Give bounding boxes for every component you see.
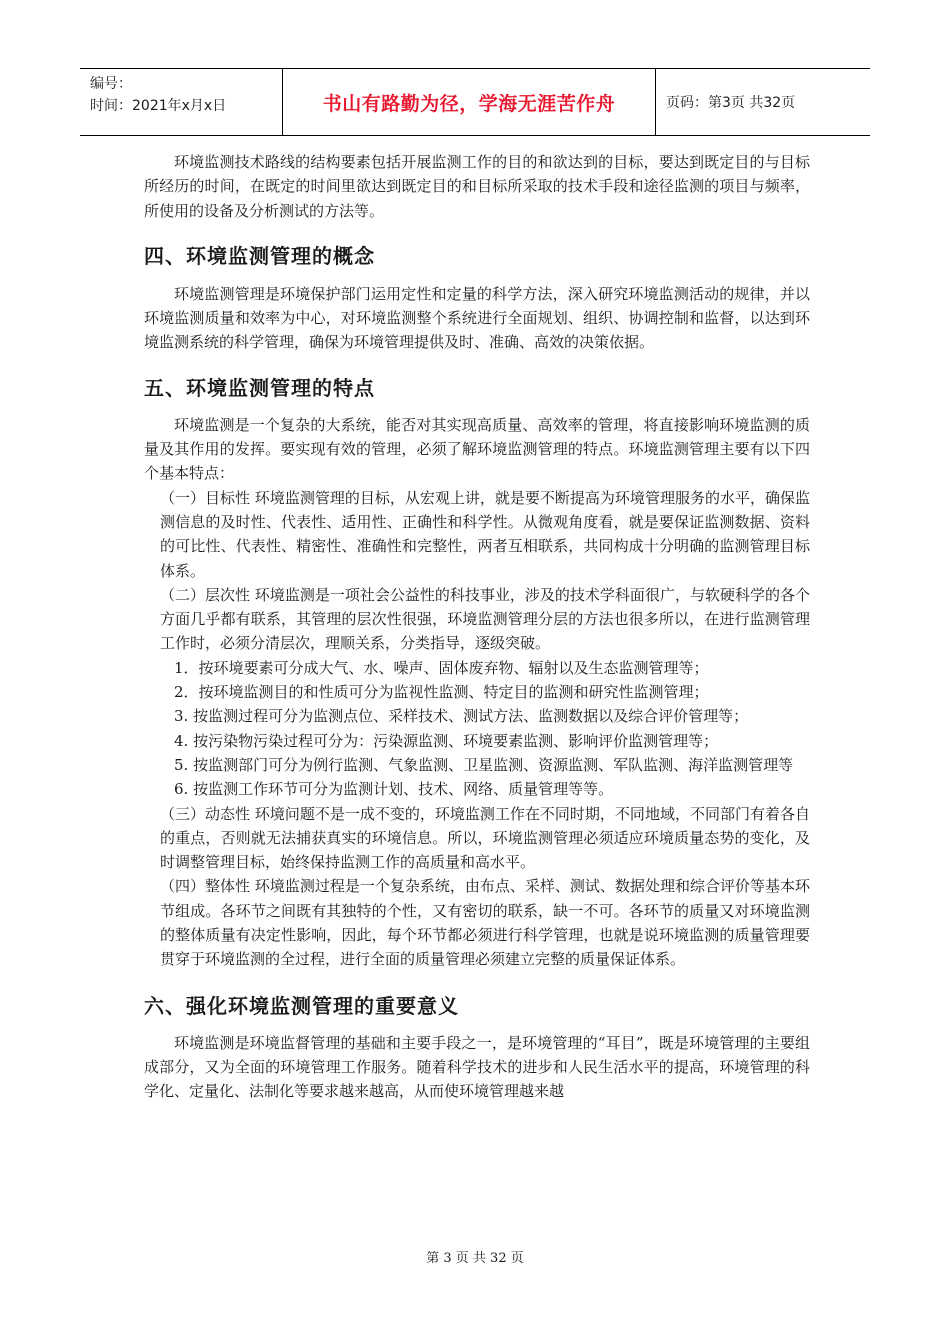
point-goal: （一）目标性 环境监测管理的目标，从宏观上讲，就是要不断提高为环境管理服务的水平，确保监测信息的及时性、代表性、适用性、正确性和科学性。从微观角度看，就是要保证监测数据、资料的可比性、代表性、精密性、准确性和完整性，两者互相联系，共同构成十分明确的监测管理目标体系。 — [160, 488, 810, 580]
list-item: 1．按环境要素可分成大气、水、噪声、固体废弃物、辐射以及生态监测管理等； — [174, 658, 709, 677]
list-item: 3. 按监测过程可分为监测点位、采样技术、测试方法、监测数据以及综合评价管理等； — [174, 707, 749, 726]
header-motto: 书山有路勤为径，学海无涯苦作舟 — [283, 69, 656, 135]
point-integrity: （四）整体性 环境监测过程是一个复杂系统，由布点、采样、测试、数据处理和综合评价等基本环节组成。各环节之间既有其独特的个性，又有密切的联系，缺一不可。各环节的质量又对环境监测的整体质量有决定性影响，因此，每个环节都必须进行科学管理，也就是说环境监测的质量管理要贯穿于环境监测的全过程，进行全面的质量管理必须建立完整的质量保证体系。 — [160, 877, 810, 969]
header-meta-cell — [80, 69, 283, 135]
section-6-heading: 六、强化环境监测管理的重要意义 — [144, 993, 459, 1018]
document-number-label: 编号： — [90, 76, 132, 92]
document-date-label: 时间：2021年x月x日 — [90, 98, 227, 114]
document-body — [144, 150, 810, 1104]
point-hierarchy: （二）层次性 环境监测是一项社会公益性的科技事业，涉及的技术学科面很广，与软硬科学的各个方面几乎都有联系，其管理的层次性很强，环境监测管理分层的方法也很多所以，在进行监测管理工作时，必须分清层次，理顺关系，分类指导，逐级突破。 — [160, 585, 810, 653]
list-item: 6. 按监测工作环节可分为监测计划、技术、网络、质量管理等等。 — [174, 780, 614, 799]
point-dynamic: （三）动态性 环境问题不是一成不变的，环境监测工作在不同时期，不同地域，不同部门有着各自的重点，否则就无法捕获真实的环境信息。所以，环境监测管理必须适应环境质量态势的变化，及时调整管理目标，始终保持监测工作的高质量和高水平。 — [160, 804, 810, 872]
list-item: 5. 按监测部门可分为例行监测、气象监测、卫星监测、资源监测、军队监测、海洋监测管理等 — [174, 755, 794, 774]
section-5-heading: 五、环境监测管理的特点 — [144, 375, 375, 400]
section-5-intro: 环境监测是一个复杂的大系统，能否对其实现高质量、高效率的管理，将直接影响环境监测的质量及其作用的发挥。要实现有效的管理，必须了解环境监测管理的特点。环境监测管理主要有以下四个基本特点： — [144, 415, 810, 483]
header-table — [80, 68, 870, 136]
list-item: 4. 按污染物污染过程可分为：污染源监测、环境要素监测、影响评价监测管理等； — [174, 731, 719, 750]
intro-paragraph: 环境监测技术路线的结构要素包括开展监测工作的目的和欲达到的目标，要达到既定目的与目标所经历的时间，在既定的时间里欲达到既定目的和目标所采取的技术手段和途径监测的项目与频率，所使用的设备及分析测试的方法等。 — [144, 153, 810, 220]
page-footer: 第 3 页 共 32 页 — [426, 1251, 524, 1266]
list-item: 2．按环境监测目的和性质可分为监视性监测、特定目的监测和研究性监测管理； — [174, 683, 709, 702]
section-6-paragraph: 环境监测是环境监督管理的基础和主要手段之一，是环境管理的“耳目”，既是环境管理的主要组成部分，又为全面的环境管理工作服务。随着科学技术的进步和人民生活水平的提高，环境管理的科学化、定量化、法制化等要求越来越高，从而使环境管理越来越 — [144, 1033, 810, 1101]
header-page-info: 页码：第3页 共32页 — [666, 95, 796, 111]
section-4-paragraph: 环境监测管理是环境保护部门运用定性和定量的科学方法，深入研究环境监测活动的规律，并以环境监测质量和效率为中心，对环境监测整个系统进行全面规划、组织、协调控制和监督，以达到环境监测系统的科学管理，确保为环境管理提供及时、准确、高效的决策依据。 — [144, 284, 810, 352]
section-4-heading: 四、环境监测管理的概念 — [144, 243, 375, 268]
